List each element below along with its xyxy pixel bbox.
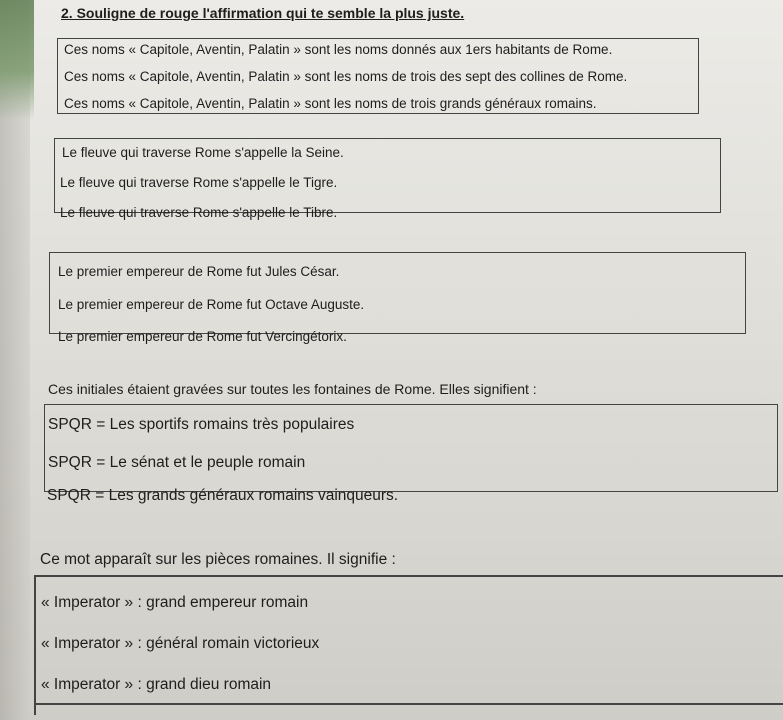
q2-option-3[interactable]: Le fleuve qui traverse Rome s'appelle le Tibre. bbox=[60, 205, 338, 220]
q4-option-2[interactable]: SPQR = Le sénat et le peuple romain bbox=[48, 454, 306, 471]
q3-option-2[interactable]: Le premier empereur de Rome fut Octave Auguste. bbox=[58, 297, 365, 312]
q1-option-3[interactable]: Ces noms « Capitole, Aventin, Palatin » sont les noms de trois grands généraux romains. bbox=[64, 96, 597, 111]
exercise-title: 2. Souligne de rouge l'affirmation qui te semble la plus juste. bbox=[61, 5, 465, 21]
q1-option-1[interactable]: Ces noms « Capitole, Aventin, Palatin » sont les noms donnés aux 1ers habitants de Rome. bbox=[64, 42, 613, 57]
q4-option-3[interactable]: SPQR = Les grands généraux romains vainqueurs. bbox=[47, 487, 399, 504]
background-green-cover bbox=[0, 0, 34, 120]
q5-prompt: Ce mot apparaît sur les pièces romaines. Il signifie : bbox=[40, 551, 396, 568]
q5-box-left bbox=[34, 575, 36, 715]
q2-option-1[interactable]: Le fleuve qui traverse Rome s'appelle la Seine. bbox=[62, 145, 344, 160]
q5-option-1[interactable]: « Imperator » : grand empereur romain bbox=[41, 594, 309, 611]
q5-box-bottom bbox=[34, 703, 783, 705]
q4-option-1[interactable]: SPQR = Les sportifs romains très populaires bbox=[48, 416, 355, 433]
q2-option-2[interactable]: Le fleuve qui traverse Rome s'appelle le Tigre. bbox=[60, 175, 338, 190]
q5-box-top bbox=[34, 575, 783, 577]
q4-prompt: Ces initiales étaient gravées sur toutes les fontaines de Rome. Elles signifient : bbox=[48, 381, 537, 397]
q3-option-3[interactable]: Le premier empereur de Rome fut Vercingétorix. bbox=[58, 329, 347, 344]
q5-option-3[interactable]: « Imperator » : grand dieu romain bbox=[41, 676, 272, 693]
q5-option-2[interactable]: « Imperator » : général romain victorieux bbox=[41, 635, 320, 652]
q1-option-2[interactable]: Ces noms « Capitole, Aventin, Palatin » sont les noms de trois des sept des collines de Rome. bbox=[64, 69, 628, 84]
q3-option-1[interactable]: Le premier empereur de Rome fut Jules César. bbox=[58, 264, 340, 279]
